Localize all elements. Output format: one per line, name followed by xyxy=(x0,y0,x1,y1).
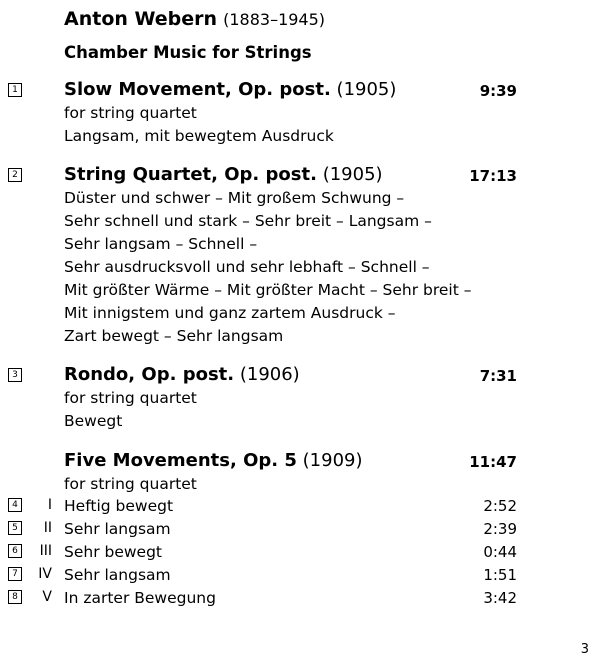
movement-numeral: IV xyxy=(38,566,52,582)
work-detail-line: Sehr schnell und stark – Sehr breit – Langsam – xyxy=(64,212,432,230)
work-detail-line: Bewegt xyxy=(64,412,123,430)
work-detail-line: Langsam, mit bewegtem Ausdruck xyxy=(64,127,334,145)
movement-numeral: I xyxy=(47,497,52,513)
track-number-box: 8 xyxy=(8,590,22,604)
work-duration: 9:39 xyxy=(479,82,517,100)
movement-title: Sehr langsam xyxy=(64,520,171,538)
movement-title: Sehr langsam xyxy=(64,566,171,584)
composer-years: (1883–1945) xyxy=(223,10,326,29)
track-number-box: 2 xyxy=(8,168,22,182)
work-title xyxy=(64,450,363,471)
movement-duration: 0:44 xyxy=(483,543,517,561)
movement-title: Heftig bewegt xyxy=(64,497,174,515)
track-number-box: 5 xyxy=(8,521,22,535)
work-detail-line: Mit größter Wärme – Mit größter Macht – Sehr breit – xyxy=(64,281,472,299)
movement-title: In zarter Bewegung xyxy=(64,589,216,607)
movement-numeral: III xyxy=(39,543,52,559)
work-title-text: Slow Movement, Op. post. xyxy=(64,79,331,100)
program-title: Chamber Music for Strings xyxy=(64,43,312,62)
track-number-box: 3 xyxy=(8,368,22,382)
movement-duration: 3:42 xyxy=(483,589,517,607)
work-detail-line: for string quartet xyxy=(64,104,197,122)
track-number-box: 6 xyxy=(8,544,22,558)
page-number: 3 xyxy=(580,642,589,657)
composer-heading xyxy=(64,8,325,30)
movement-numeral: II xyxy=(43,520,52,536)
work-duration: 7:31 xyxy=(479,367,517,385)
work-title-text: String Quartet, Op. post. xyxy=(64,164,317,185)
movement-duration: 2:52 xyxy=(483,497,517,515)
work-title xyxy=(64,79,396,100)
track-number-box: 4 xyxy=(8,498,22,512)
work-detail-line: for string quartet xyxy=(64,475,197,493)
work-detail-line: Zart bewegt – Sehr langsam xyxy=(64,327,284,345)
work-duration: 17:13 xyxy=(469,167,517,185)
composer-name: Anton Webern xyxy=(64,8,218,30)
work-detail-line: for string quartet xyxy=(64,389,197,407)
movement-duration: 1:51 xyxy=(483,566,517,584)
track-number-box: 7 xyxy=(8,567,22,581)
movement-numeral: V xyxy=(42,589,52,605)
work-detail-line: Mit innigstem und ganz zartem Ausdruck – xyxy=(64,304,396,322)
work-year: (1909) xyxy=(302,450,363,471)
work-year: (1905) xyxy=(322,164,383,185)
work-duration: 11:47 xyxy=(469,453,517,471)
work-detail-line: Sehr langsam – Schnell – xyxy=(64,235,258,253)
work-detail-line: Düster und schwer – Mit großem Schwung – xyxy=(64,189,405,207)
movement-title: Sehr bewegt xyxy=(64,543,163,561)
movement-duration: 2:39 xyxy=(483,520,517,538)
work-title xyxy=(64,364,300,385)
work-year: (1906) xyxy=(239,364,300,385)
track-number-box: 1 xyxy=(8,83,22,97)
work-year: (1905) xyxy=(336,79,397,100)
work-title xyxy=(64,164,383,185)
work-title-text: Rondo, Op. post. xyxy=(64,364,235,385)
work-title-text: Five Movements, Op. 5 xyxy=(64,450,297,471)
work-detail-line: Sehr ausdrucksvoll und sehr lebhaft – Schnell – xyxy=(64,258,430,276)
